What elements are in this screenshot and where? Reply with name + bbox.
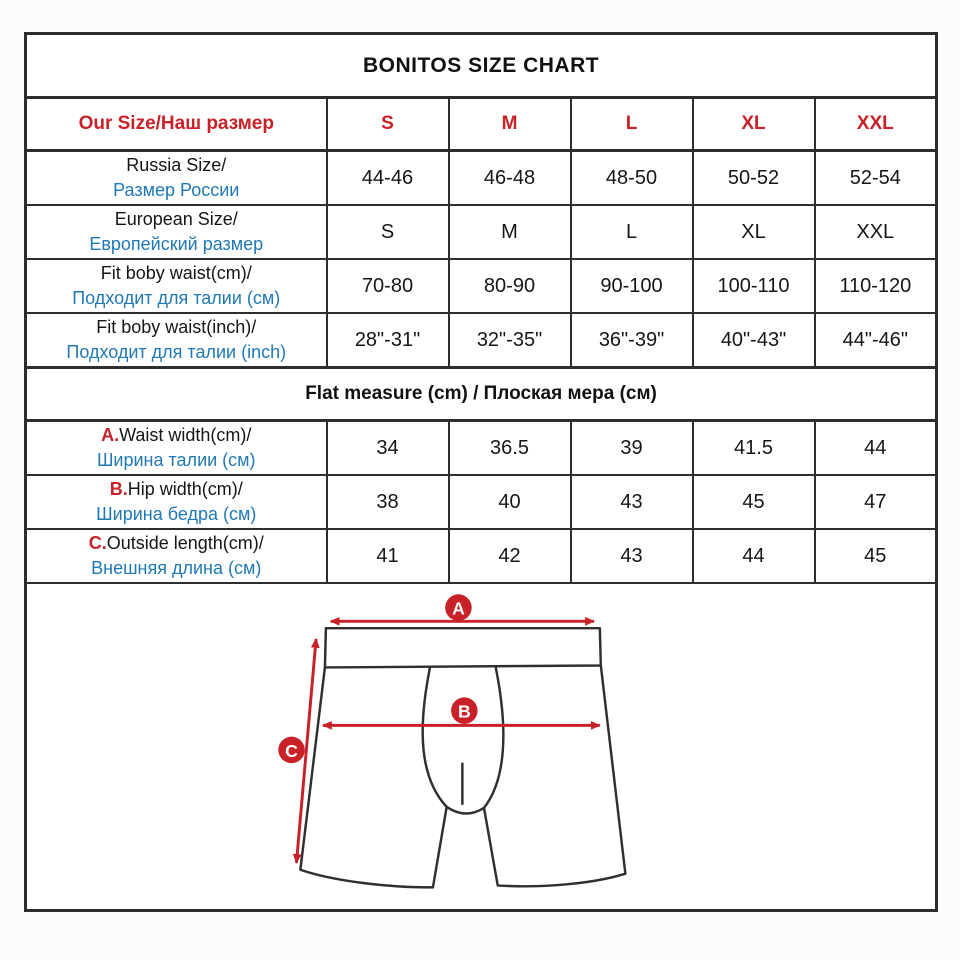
diagram-row	[26, 583, 937, 911]
header-size-m: M	[449, 98, 571, 151]
measure-letter-a: A.	[101, 425, 120, 445]
diagram-cell	[26, 583, 937, 911]
cell-value: S	[327, 205, 449, 259]
row-label	[26, 529, 327, 583]
row-label-en-text: Outside length(cm)/	[106, 533, 264, 553]
row-label	[26, 475, 327, 529]
cell-value: XXL	[815, 205, 937, 259]
header-row	[26, 98, 937, 151]
cell-value: 41.5	[693, 421, 815, 476]
header-size-xl: XL	[693, 98, 815, 151]
table-row-waist-width	[26, 421, 937, 476]
table-row-outside-length	[26, 529, 937, 583]
row-label	[26, 151, 327, 206]
boxer-shorts-diagram	[27, 584, 935, 909]
cell-value: 70-80	[327, 259, 449, 313]
cell-value: 52-54	[815, 151, 937, 206]
cell-value: 110-120	[815, 259, 937, 313]
crotch-seam	[447, 807, 484, 814]
pouch-left-seam	[423, 667, 447, 806]
row-label	[26, 259, 327, 313]
cell-value: 38	[327, 475, 449, 529]
row-label-en: European Size/	[114, 209, 238, 229]
measure-arrows	[296, 621, 599, 863]
cell-value: L	[571, 205, 693, 259]
measure-letter-b: B.	[109, 479, 128, 499]
cell-value: 40	[449, 475, 571, 529]
shorts-outline	[300, 628, 625, 887]
table-row-hip-width	[26, 475, 937, 529]
row-label-en-text: Hip width(cm)/	[127, 479, 243, 499]
measure-letter-c: C.	[88, 533, 107, 553]
cell-value: 41	[327, 529, 449, 583]
waistband	[325, 628, 601, 667]
row-label-en-text: Waist width(cm)/	[119, 425, 252, 445]
cell-value: 46-48	[449, 151, 571, 206]
cell-value: XL	[693, 205, 815, 259]
header-size-xxl: XXL	[815, 98, 937, 151]
cell-value: 48-50	[571, 151, 693, 206]
cell-value: 80-90	[449, 259, 571, 313]
cell-value: 44-46	[327, 151, 449, 206]
cell-value: 47	[815, 475, 937, 529]
header-size-l: L	[571, 98, 693, 151]
row-label-ru: Размер России	[113, 180, 240, 200]
cell-value: 28"-31"	[327, 313, 449, 368]
row-label-ru: Ширина талии (см)	[96, 450, 256, 470]
right-leg	[484, 665, 625, 886]
cell-value: 34	[327, 421, 449, 476]
flat-measure-heading: Flat measure (cm) / Плоская мера (см)	[26, 368, 937, 421]
row-label	[26, 421, 327, 476]
header-size-s: S	[327, 98, 449, 151]
cell-value: 36.5	[449, 421, 571, 476]
row-label-en: Fit boby waist(inch)/	[96, 317, 257, 337]
row-label-en: Fit boby waist(cm)/	[100, 263, 252, 283]
marker-b-label: B	[457, 701, 471, 722]
cell-value: 100-110	[693, 259, 815, 313]
header-our-size: Our Size/Наш размер	[26, 98, 327, 151]
row-label-ru: Подходит для талии (см)	[72, 288, 281, 308]
table-row-european-size	[26, 205, 937, 259]
row-label-ru: Подходит для талии (inch)	[66, 342, 287, 362]
row-label-ru: Европейский размер	[89, 234, 264, 254]
cell-value: 32"-35"	[449, 313, 571, 368]
cell-value: 44	[693, 529, 815, 583]
row-label-en	[27, 423, 326, 448]
table-row-russia-size	[26, 151, 937, 206]
cell-value: 90-100	[571, 259, 693, 313]
marker-a-label: A	[452, 598, 465, 619]
cell-value: 40"-43"	[693, 313, 815, 368]
cell-value: M	[449, 205, 571, 259]
row-label-ru: Внешняя длина (см)	[91, 558, 262, 578]
row-label-ru: Ширина бедра (см)	[96, 504, 257, 524]
cell-value: 39	[571, 421, 693, 476]
row-label-en: Russia Size/	[126, 155, 227, 175]
cell-value: 43	[571, 475, 693, 529]
section-header-row	[26, 368, 937, 421]
cell-value: 45	[815, 529, 937, 583]
cell-value: 45	[693, 475, 815, 529]
cell-value: 42	[449, 529, 571, 583]
cell-value: 50-52	[693, 151, 815, 206]
page-title: BONITOS SIZE CHART	[26, 34, 937, 98]
cell-value: 44	[815, 421, 937, 476]
row-label-en	[27, 531, 326, 556]
table-row-fit-waist-cm	[26, 259, 937, 313]
cell-value: 43	[571, 529, 693, 583]
marker-c-label: C	[285, 740, 298, 761]
table-row-fit-waist-inch	[26, 313, 937, 368]
cell-value: 44"-46"	[815, 313, 937, 368]
row-label	[26, 205, 327, 259]
cell-value: 36"-39"	[571, 313, 693, 368]
row-label-en	[27, 477, 326, 502]
row-label	[26, 313, 327, 368]
title-row	[26, 34, 937, 98]
pouch-right-seam	[484, 667, 503, 807]
size-chart-table	[24, 32, 938, 912]
